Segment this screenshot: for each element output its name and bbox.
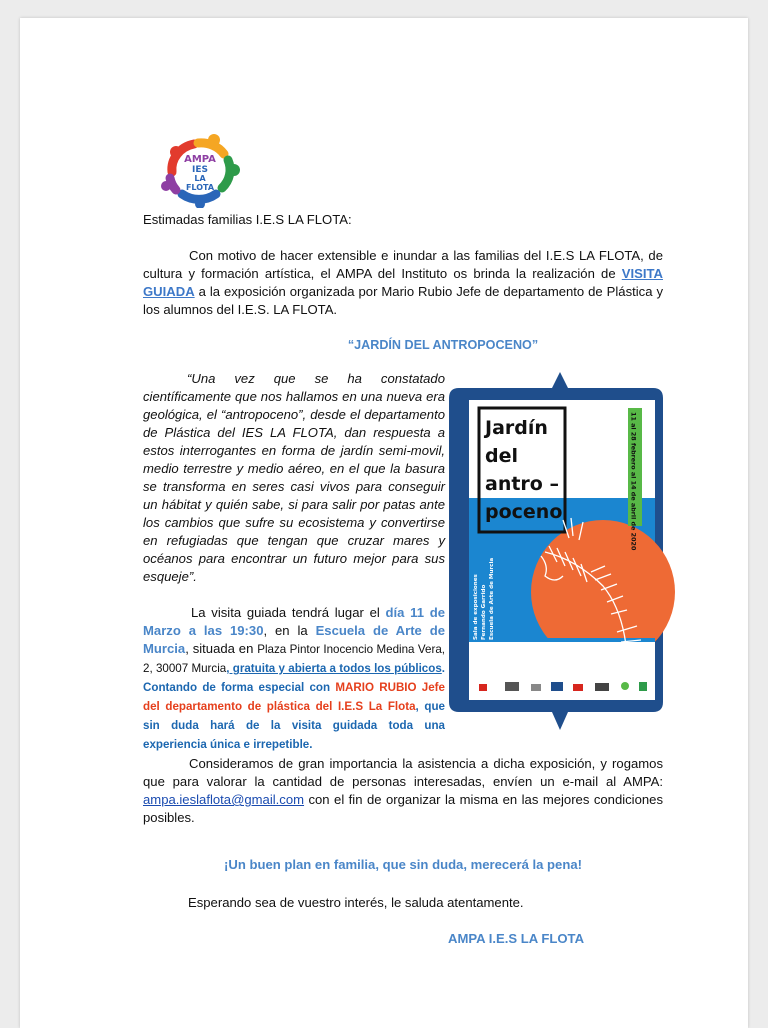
intro-paragraph: [143, 247, 663, 319]
intro-text-start: Con motivo de hacer extensible e inundar a las familias del I.E.S LA FLOTA, de cultura y formación artística, el AMPA del Instituto os brinda la realización de: [143, 248, 663, 281]
greeting: Estimadas familias I.E.S LA FLOTA:: [143, 212, 352, 227]
poster-title-3: antro –: [485, 473, 559, 495]
attendance-paragraph: [143, 755, 663, 827]
visit-text-3: , situada en: [185, 641, 258, 656]
poster-title-4: poceno: [485, 501, 563, 523]
slogan: ¡Un buen plan en familia, que sin duda, merecerá la pena!: [224, 857, 582, 872]
svg-text:Escuela de Arte de Murcia: Escuela de Arte de Murcia: [489, 557, 495, 640]
visit-text-4: . Contando de forma especial con: [143, 662, 446, 694]
attendance-text-start: Consideramos de gran importancia la asistencia a dicha exposición, y rogamos que para valorar la cantidad de personas interesadas, envíen un e-mail al AMPA:: [143, 756, 663, 789]
logo-text-flota: FLOTA: [185, 183, 215, 192]
visit-guest: MARIO RUBIO Jefe del departamento de plástica del I.E.S La Flota: [143, 681, 445, 713]
svg-text:Fernando Garrido: Fernando Garrido: [481, 584, 487, 640]
signature: AMPA I.E.S LA FLOTA: [448, 931, 585, 946]
visit-text-5: , que sin duda hará de la visita guidada toda una experiencia única e irrepetible.: [143, 700, 445, 751]
intro-text-end: a la exposición organizada por Mario Rubio Jefe de departamento de Plástica y los alumnos del I.E.S. LA FLOTA.: [143, 284, 663, 317]
visit-paragraph: [143, 604, 445, 754]
logo-text-ies: IES: [192, 165, 208, 175]
visit-venue: Escuela de Arte de Murcia: [143, 623, 446, 656]
exhibition-title: “JARDÍN DEL ANTROPOCENO”: [347, 338, 539, 352]
poster-title-2: del: [485, 445, 518, 467]
logo-text-ampa: AMPA: [184, 154, 216, 165]
document-page: [20, 18, 748, 1028]
ampa-email-link[interactable]: ampa.ieslaflota@gmail.com: [143, 792, 305, 807]
visit-text-1: La visita guiada tendrá lugar el: [191, 605, 386, 620]
attendance-text-end: con el fin de organizar la misma en las mejores condiciones posibles.: [143, 792, 663, 825]
visita-guiada-link[interactable]: VISITA GUIADA: [143, 266, 663, 299]
svg-text:Sala de exposiciones: Sala de exposiciones: [473, 574, 479, 640]
visit-text-2: , en la: [263, 623, 316, 638]
logo-text-la: LA: [194, 174, 206, 183]
visit-date: día 11 de Marzo a las 19:30: [143, 605, 445, 638]
ampa-logo: [154, 130, 246, 208]
visit-free-public: , gratuita y abierta a todos los públicos: [226, 662, 442, 675]
visit-address: Plaza Pintor Inocencio Medina Vera, 2, 30007 Murcia: [143, 643, 446, 675]
closing-line: Esperando sea de vuestro interés, le saluda atentamente.: [188, 895, 524, 910]
exhibition-quote: “Una vez que se ha constatado científicamente que nos hallamos en una nueva era geológica, el “antropoceno”, desde el departamento de Plástica del IES LA FLOTA, dan respuesta a estos interrogantes en forma de jardín semi-movil, medio terrestre y medio aéreo, en el que la basura se transforma en seres casi vivos para conseguir un hábitat y quién sabe, si para salir por patas ante los cambios que sufre su ecosistema y convertirse en refugiadas que tengan que cruzar mares y océanos para encontrar un futuro mejor para sus esqueje”.: [143, 371, 445, 584]
poster-dates: 11 al 28 febrero al 14 de abril de 2020: [629, 412, 638, 551]
poster-title-1: Jardín: [485, 417, 548, 439]
exhibition-poster: [445, 370, 675, 734]
